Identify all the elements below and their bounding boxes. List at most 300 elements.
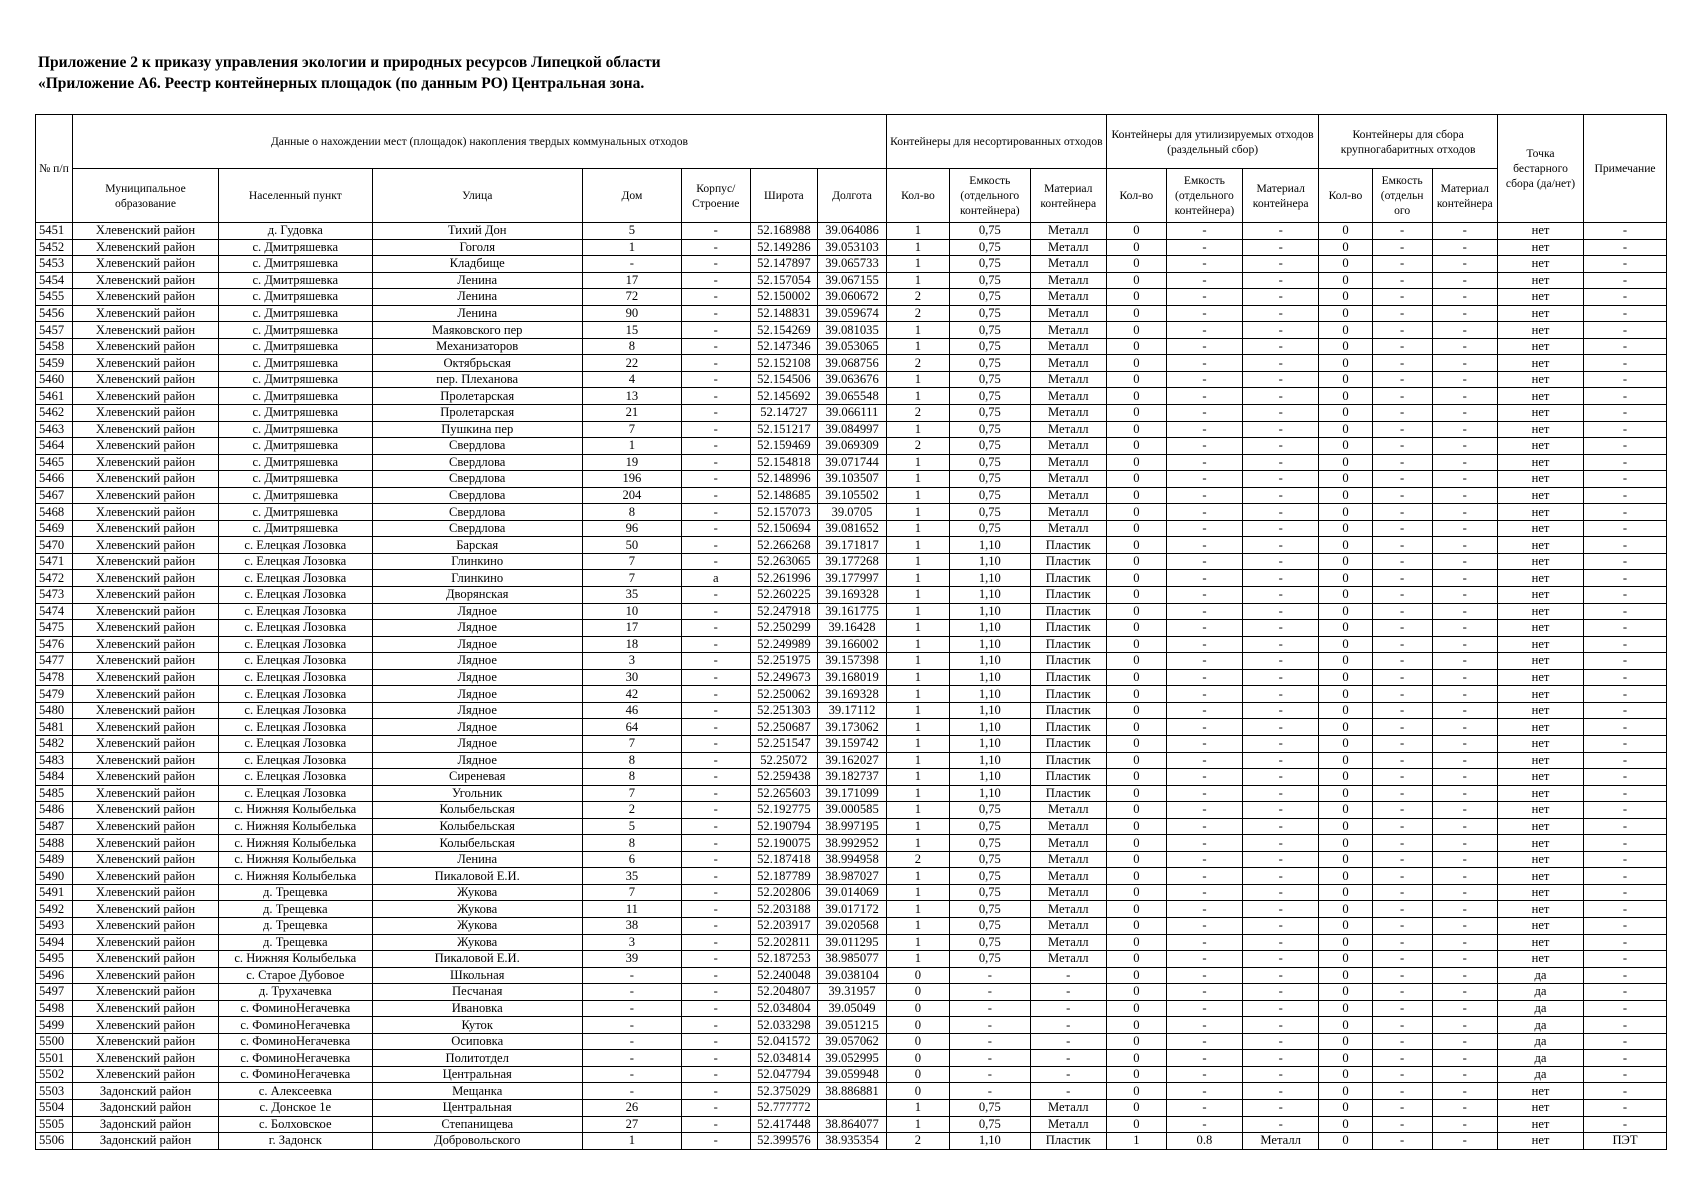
bulky-count-cell: 0 [1319,769,1372,786]
municipality-cell: Хлевенский район [73,967,219,984]
settlement-cell: г. Задонск [219,1133,373,1150]
building-cell: - [681,438,750,455]
containerless-cell: нет [1497,388,1583,405]
street-cell: Октябрьская [372,355,582,372]
bulky-material-cell: - [1432,917,1497,934]
unsorted-capacity-cell: 0,75 [950,289,1031,306]
row-num: 5498 [36,1000,73,1017]
note-cell: - [1584,438,1667,455]
unsorted-count-cell: 1 [886,471,949,488]
unsorted-count-cell: 1 [886,719,949,736]
note-cell: - [1584,570,1667,587]
col-group-unsorted: Контейнеры для несортированных отходов [886,115,1106,169]
recycle-count-cell: 0 [1106,471,1166,488]
building-cell: - [681,223,750,240]
unsorted-material-cell: Металл [1030,454,1106,471]
latitude-cell: 52.261996 [750,570,818,587]
house-cell: 11 [582,901,681,918]
recycle-count-cell: 0 [1106,1033,1166,1050]
bulky-material-cell: - [1432,272,1497,289]
building-cell: - [681,487,750,504]
bulky-count-cell: 0 [1319,1017,1372,1034]
settlement-cell: с. Дмитряшевка [219,355,373,372]
note-cell: - [1584,388,1667,405]
unsorted-capacity-cell: 0,75 [950,802,1031,819]
recycle-capacity-cell: - [1166,785,1242,802]
recycle-material-cell: - [1243,669,1319,686]
longitude-cell: 39.051215 [818,1017,887,1034]
table-row [36,471,1667,488]
unsorted-material-cell: Металл [1030,471,1106,488]
containerless-cell: нет [1497,454,1583,471]
municipality-cell: Хлевенский район [73,256,219,273]
settlement-cell: с. Дмитряшевка [219,371,373,388]
latitude-cell: 52.187253 [750,951,818,968]
containerless-cell: да [1497,1050,1583,1067]
bulky-count-cell: 0 [1319,818,1372,835]
unsorted-material-cell: Пластик [1030,570,1106,587]
bulky-count-cell: 0 [1319,338,1372,355]
row-num: 5479 [36,686,73,703]
table-row [36,802,1667,819]
containerless-cell: нет [1497,719,1583,736]
recycle-capacity-cell: - [1166,537,1242,554]
house-cell: 39 [582,951,681,968]
containerless-cell: нет [1497,305,1583,322]
bulky-count-cell: 0 [1319,223,1372,240]
house-cell: 35 [582,868,681,885]
municipality-cell: Хлевенский район [73,1000,219,1017]
house-cell: - [582,1033,681,1050]
recycle-capacity-cell: - [1166,438,1242,455]
unsorted-material-cell: Пластик [1030,785,1106,802]
recycle-material-cell: - [1243,570,1319,587]
unsorted-material-cell: Металл [1030,256,1106,273]
row-num: 5462 [36,405,73,422]
street-cell: Степанищева [372,1116,582,1133]
municipality-cell: Хлевенский район [73,338,219,355]
containerless-cell: да [1497,967,1583,984]
house-cell: - [582,1083,681,1100]
table-row [36,553,1667,570]
containerless-cell: нет [1497,338,1583,355]
unsorted-count-cell: 1 [886,884,949,901]
note-cell: - [1584,239,1667,256]
recycle-capacity-cell: - [1166,1033,1242,1050]
recycle-count-cell: 0 [1106,371,1166,388]
recycle-count-cell: 0 [1106,851,1166,868]
street-cell: Песчаная [372,984,582,1001]
building-cell: а [681,570,750,587]
longitude-cell: 39.060672 [818,289,887,306]
unsorted-capacity-cell: 0,75 [950,272,1031,289]
row-num: 5466 [36,471,73,488]
row-num: 5476 [36,636,73,653]
recycle-capacity-cell: - [1166,520,1242,537]
municipality-cell: Задонский район [73,1133,219,1150]
longitude-cell: 39.173062 [818,719,887,736]
recycle-count-cell: 0 [1106,835,1166,852]
unsorted-count-cell: 2 [886,355,949,372]
bulky-capacity-cell: - [1372,520,1432,537]
longitude-cell: 39.065733 [818,256,887,273]
bulky-material-cell: - [1432,785,1497,802]
bulky-count-cell: 0 [1319,570,1372,587]
building-cell: - [681,719,750,736]
unsorted-count-cell: 1 [886,504,949,521]
unsorted-capacity-cell: 0,75 [950,405,1031,422]
note-cell: - [1584,917,1667,934]
unsorted-count-cell: 1 [886,239,949,256]
containerless-cell: нет [1497,520,1583,537]
recycle-capacity-cell: - [1166,338,1242,355]
table-row [36,884,1667,901]
latitude-cell: 52.187789 [750,868,818,885]
recycle-capacity-cell: - [1166,917,1242,934]
unsorted-material-cell: Металл [1030,388,1106,405]
unsorted-count-cell: 0 [886,1017,949,1034]
recycle-material-cell: - [1243,686,1319,703]
unsorted-count-cell: 1 [886,735,949,752]
longitude-cell: 38.997195 [818,818,887,835]
recycle-capacity-cell: - [1166,371,1242,388]
latitude-cell: 52.259438 [750,769,818,786]
containerless-cell: нет [1497,438,1583,455]
bulky-material-cell: - [1432,223,1497,240]
municipality-cell: Хлевенский район [73,305,219,322]
unsorted-capacity-cell: 0,75 [950,421,1031,438]
settlement-cell: с. ФоминоНегачевка [219,1050,373,1067]
bulky-capacity-cell: - [1372,818,1432,835]
unsorted-count-cell: 1 [886,256,949,273]
recycle-count-cell: 0 [1106,438,1166,455]
house-cell: 5 [582,223,681,240]
col-house: Дом [582,169,681,223]
row-num: 5469 [36,520,73,537]
containerless-cell: нет [1497,471,1583,488]
recycle-count-cell: 0 [1106,818,1166,835]
bulky-capacity-cell: - [1372,553,1432,570]
longitude-cell [818,1099,887,1116]
row-num: 5478 [36,669,73,686]
containerless-cell: нет [1497,851,1583,868]
longitude-cell: 39.177997 [818,570,887,587]
recycle-count-cell: 0 [1106,322,1166,339]
unsorted-count-cell: 1 [886,520,949,537]
bulky-material-cell: - [1432,719,1497,736]
building-cell: - [681,752,750,769]
building-cell: - [681,636,750,653]
street-cell: Сиреневая [372,769,582,786]
table-row [36,653,1667,670]
col-r-material: Материал контейнера [1243,169,1319,223]
unsorted-material-cell: Металл [1030,835,1106,852]
house-cell: 13 [582,388,681,405]
unsorted-count-cell: 1 [886,587,949,604]
containerless-cell: нет [1497,603,1583,620]
note-cell: - [1584,785,1667,802]
unsorted-capacity-cell: - [950,1066,1031,1083]
street-cell: Жукова [372,917,582,934]
row-num: 5482 [36,735,73,752]
recycle-material-cell: - [1243,1033,1319,1050]
bulky-count-cell: 0 [1319,785,1372,802]
recycle-material-cell: - [1243,1017,1319,1034]
bulky-capacity-cell: - [1372,570,1432,587]
unsorted-material-cell: - [1030,1000,1106,1017]
table-row [36,702,1667,719]
latitude-cell: 52.041572 [750,1033,818,1050]
recycle-count-cell: 0 [1106,454,1166,471]
bulky-capacity-cell: - [1372,934,1432,951]
table-row [36,967,1667,984]
recycle-material-cell: - [1243,884,1319,901]
house-cell: 1 [582,239,681,256]
bulky-count-cell: 0 [1319,256,1372,273]
recycle-count-cell: 0 [1106,405,1166,422]
col-note: Примечание [1584,115,1667,223]
unsorted-material-cell: Металл [1030,802,1106,819]
note-cell: - [1584,421,1667,438]
latitude-cell: 52.149286 [750,239,818,256]
row-num: 5464 [36,438,73,455]
house-cell: 6 [582,851,681,868]
longitude-cell: 39.011295 [818,934,887,951]
bulky-material-cell: - [1432,520,1497,537]
containerless-cell: нет [1497,835,1583,852]
row-num: 5502 [36,1066,73,1083]
recycle-count-cell: 0 [1106,239,1166,256]
table-row [36,769,1667,786]
longitude-cell: 39.059948 [818,1066,887,1083]
recycle-material-cell: - [1243,322,1319,339]
bulky-capacity-cell: - [1372,785,1432,802]
row-num: 5494 [36,934,73,951]
longitude-cell: 38.864077 [818,1116,887,1133]
house-cell: 46 [582,702,681,719]
longitude-cell: 39.069309 [818,438,887,455]
recycle-material-cell: - [1243,405,1319,422]
row-num: 5503 [36,1083,73,1100]
table-row [36,371,1667,388]
note-cell: - [1584,851,1667,868]
street-cell: Колыбельская [372,835,582,852]
table-row [36,620,1667,637]
note-cell: - [1584,1099,1667,1116]
recycle-count-cell: 0 [1106,802,1166,819]
bulky-capacity-cell: - [1372,951,1432,968]
recycle-capacity-cell: - [1166,471,1242,488]
unsorted-capacity-cell: 0,75 [950,388,1031,405]
note-cell: - [1584,355,1667,372]
containerless-cell: нет [1497,669,1583,686]
longitude-cell: 39.059674 [818,305,887,322]
building-cell: - [681,802,750,819]
settlement-cell: с. Нижняя Колыбелька [219,802,373,819]
note-cell: - [1584,818,1667,835]
bulky-material-cell: - [1432,570,1497,587]
unsorted-count-cell: 2 [886,305,949,322]
bulky-capacity-cell: - [1372,438,1432,455]
containerless-cell: нет [1497,272,1583,289]
municipality-cell: Хлевенский район [73,570,219,587]
containerless-cell: да [1497,984,1583,1001]
municipality-cell: Хлевенский район [73,752,219,769]
note-cell: - [1584,322,1667,339]
recycle-material-cell: - [1243,1083,1319,1100]
bulky-count-cell: 0 [1319,636,1372,653]
recycle-capacity-cell: - [1166,553,1242,570]
bulky-capacity-cell: - [1372,752,1432,769]
bulky-capacity-cell: - [1372,1099,1432,1116]
bulky-capacity-cell: - [1372,884,1432,901]
table-row [36,272,1667,289]
recycle-material-cell: - [1243,289,1319,306]
col-u-count: Кол-во [886,169,949,223]
unsorted-count-cell: 1 [886,338,949,355]
building-cell: - [681,371,750,388]
settlement-cell: с. Нижняя Колыбелька [219,868,373,885]
recycle-capacity-cell: - [1166,951,1242,968]
building-cell: - [681,686,750,703]
row-num: 5468 [36,504,73,521]
building-cell: - [681,818,750,835]
unsorted-material-cell: Пластик [1030,587,1106,604]
recycle-count-cell: 0 [1106,520,1166,537]
unsorted-capacity-cell: 1,10 [950,603,1031,620]
recycle-capacity-cell: - [1166,686,1242,703]
house-cell: 3 [582,934,681,951]
house-cell: 72 [582,289,681,306]
settlement-cell: с. Елецкая Лозовка [219,785,373,802]
unsorted-capacity-cell: 0,75 [950,917,1031,934]
building-cell: - [681,851,750,868]
latitude-cell: 52.250299 [750,620,818,637]
col-group-location: Данные о нахождении мест (площадок) накопления твердых коммунальных отходов [73,115,887,169]
recycle-count-cell: 0 [1106,1050,1166,1067]
recycle-capacity-cell: - [1166,388,1242,405]
recycle-count-cell: 0 [1106,884,1166,901]
bulky-capacity-cell: - [1372,967,1432,984]
municipality-cell: Хлевенский район [73,1033,219,1050]
bulky-count-cell: 0 [1319,884,1372,901]
recycle-count-cell: 0 [1106,901,1166,918]
containerless-cell: да [1497,1066,1583,1083]
settlement-cell: с. Елецкая Лозовка [219,587,373,604]
building-cell: - [681,1017,750,1034]
bulky-material-cell: - [1432,686,1497,703]
settlement-cell: с. Дмитряшевка [219,289,373,306]
settlement-cell: д. Трещевка [219,901,373,918]
latitude-cell: 52.148685 [750,487,818,504]
table-row [36,636,1667,653]
house-cell: 17 [582,272,681,289]
note-cell: - [1584,305,1667,322]
recycle-capacity-cell: - [1166,570,1242,587]
recycle-capacity-cell: - [1166,1083,1242,1100]
building-cell: - [681,289,750,306]
recycle-count-cell: 0 [1106,587,1166,604]
containerless-cell: нет [1497,355,1583,372]
municipality-cell: Хлевенский район [73,686,219,703]
house-cell: 7 [582,785,681,802]
containerless-cell: нет [1497,934,1583,951]
latitude-cell: 52.251303 [750,702,818,719]
settlement-cell: с. Елецкая Лозовка [219,636,373,653]
table-row [36,1033,1667,1050]
unsorted-material-cell: Пластик [1030,702,1106,719]
unsorted-count-cell: 1 [886,1099,949,1116]
bulky-capacity-cell: - [1372,802,1432,819]
table-row [36,868,1667,885]
recycle-capacity-cell: - [1166,669,1242,686]
municipality-cell: Хлевенский район [73,851,219,868]
note-cell: - [1584,686,1667,703]
latitude-cell: 52.145692 [750,388,818,405]
table-row [36,504,1667,521]
bulky-capacity-cell: - [1372,735,1432,752]
containerless-cell: нет [1497,884,1583,901]
street-cell: Добровольского [372,1133,582,1150]
unsorted-capacity-cell: 0,75 [950,901,1031,918]
recycle-material-cell: - [1243,984,1319,1001]
bulky-capacity-cell: - [1372,851,1432,868]
house-cell: 1 [582,1133,681,1150]
unsorted-capacity-cell: 1,10 [950,537,1031,554]
municipality-cell: Хлевенский район [73,355,219,372]
street-cell: Центральная [372,1066,582,1083]
unsorted-material-cell: Металл [1030,818,1106,835]
municipality-cell: Хлевенский район [73,405,219,422]
municipality-cell: Хлевенский район [73,537,219,554]
containerless-cell: нет [1497,653,1583,670]
bulky-count-cell: 0 [1319,355,1372,372]
house-cell: 204 [582,487,681,504]
bulky-capacity-cell: - [1372,421,1432,438]
latitude-cell: 52.192775 [750,802,818,819]
unsorted-capacity-cell: - [950,1083,1031,1100]
longitude-cell: 39.068756 [818,355,887,372]
settlement-cell: с. Дмитряшевка [219,388,373,405]
containerless-cell: нет [1497,256,1583,273]
row-num: 5461 [36,388,73,405]
table-row [36,752,1667,769]
unsorted-material-cell: Металл [1030,1099,1106,1116]
row-num: 5459 [36,355,73,372]
unsorted-material-cell: - [1030,1083,1106,1100]
unsorted-capacity-cell: 1,10 [950,686,1031,703]
row-num: 5497 [36,984,73,1001]
note-cell: - [1584,1017,1667,1034]
note-cell: - [1584,338,1667,355]
street-cell: Свердлова [372,438,582,455]
building-cell: - [681,868,750,885]
latitude-cell: 52.190794 [750,818,818,835]
settlement-cell: с. ФоминоНегачевка [219,1033,373,1050]
unsorted-count-cell: 1 [886,802,949,819]
unsorted-count-cell: 1 [886,620,949,637]
table-row [36,934,1667,951]
latitude-cell: 52.375029 [750,1083,818,1100]
recycle-capacity-cell: - [1166,636,1242,653]
longitude-cell: 39.0705 [818,504,887,521]
longitude-cell: 39.067155 [818,272,887,289]
recycle-count-cell: 0 [1106,636,1166,653]
title-line-2: «Приложение А6. Реестр контейнерных площадок (по данным РО) Центральная зона. [38,75,645,92]
bulky-material-cell: - [1432,405,1497,422]
settlement-cell: с. Елецкая Лозовка [219,686,373,703]
note-cell: - [1584,256,1667,273]
